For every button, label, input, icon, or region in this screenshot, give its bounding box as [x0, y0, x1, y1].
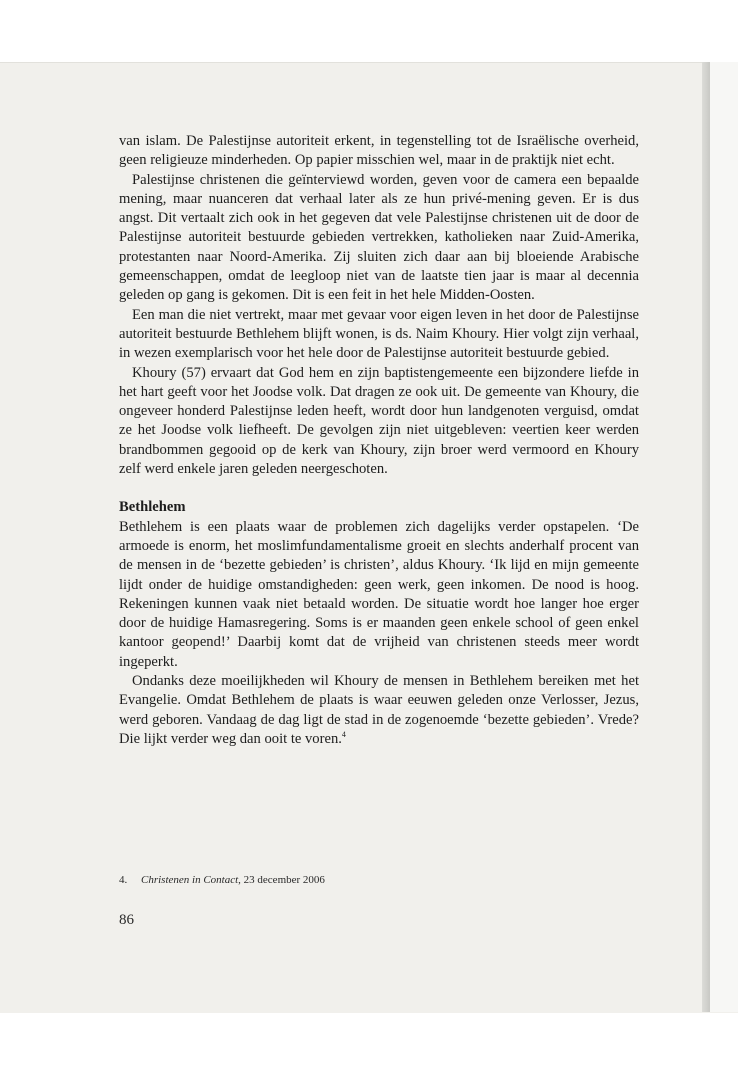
footnote-number: 4.	[119, 874, 128, 886]
page-number: 86	[119, 912, 134, 928]
paragraph-3: Een man die niet vertrekt, maar met gevaar voor eigen leven in het door de Palestijnse autoriteit bestuurde Bethlehem blijft wonen, is ds. Naim Khoury. Hier volgt zijn verhaal, in wezen exemplarisch voor het hele door de Palestijnse autoriteit bestuurde gebied.	[119, 306, 639, 362]
paragraph-1: van islam. De Palestijnse autoriteit erkent, in tegenstelling tot de Israëlische overheid, geen religieuze minderheden. Op papier misschien wel, maar in de praktijk niet echt.	[119, 133, 639, 169]
footnote-reference: 4	[341, 730, 346, 740]
footnote-source: Christenen in Contact	[141, 874, 239, 886]
paragraph-4: Khoury (57) ervaart dat God hem en zijn baptistengemeente een bijzondere liefde in het hart geeft voor het Joodse volk. Dat dragen ze ook uit. De gemeente van Khoury, die ongeveer honderd Palestijnse leden heeft, wordt door hun landgenoten verguisd, omdat ze het Joodse volk liefheeft. De gevolgen zijn niet uitgebleven: veertien keer werden brandbommen gegooid op de kerk van Khoury, zijn broer werd vermoord en Khoury zelf werd enkele jaren geleden neergeschoten.	[119, 364, 639, 478]
paragraph-6	[119, 672, 639, 749]
footnote-date: , 23 december 2006	[238, 874, 325, 886]
footnote	[119, 873, 639, 887]
paragraph-5: Bethlehem is een plaats waar de problemen zich dagelijks verder opstapelen. ‘De armoede is enorm, het moslimfundamentalisme groeit en slechts anderhalf procent van de mensen in de ‘bezette gebieden’ is christen’, aldus Khoury. ‘Ik lijd en mijn gemeente lijdt onder de huidige omstandigheden: geen werk, geen inkomen. De nood is hoog. Rekeningen kunnen vaak niet betaald worden. De situatie wordt hoe langer hoe erger door de huidige Hamasregering. Soms is er maanden geen enkele school of geen enkel kantoor geopend!’ Daarbij komt dat de vrijheid van christenen steeds meer wordt ingeperkt.	[119, 518, 639, 670]
paragraph-6-text: Ondanks deze moeilijkheden wil Khoury de mensen in Bethlehem bereiken met het Evangelie. Omdat Bethlehem de plaats is waar eeuwen geleden onze Verlosser, Jezus, werd geboren. Vandaag de dag ligt de stad in de zogenoemde ‘bezette gebieden’. Vrede? Die lijkt verder weg dan ooit te voren.	[119, 673, 639, 747]
body-text	[119, 132, 639, 749]
page-edge-shadow	[702, 62, 710, 1012]
page-edge	[710, 62, 738, 1012]
paragraph-2: Palestijnse christenen die geïnterviewd worden, geven voor de camera een bepaalde mening, maar nuanceren dat verhaal later als ze hun privé-mening geven. Er is dus angst. Dit vertaalt zich ook in het gegeven dat vele Palestijnse christenen uit de door de Palestijnse autoriteit bestuurde gebieden vertrekken, katholieken naar Zuid-Amerika, protestanten naar Noord-Amerika. Zij sluiten zich daar aan bij bloeiende Arabische gemeenschappen, omdat de leegloop niet van de laatste tien jaar is maar al decennia geleden op gang is gekomen. Dit is een feit in het hele Midden-Oosten.	[119, 171, 639, 304]
section-heading: Bethlehem	[119, 499, 186, 516]
